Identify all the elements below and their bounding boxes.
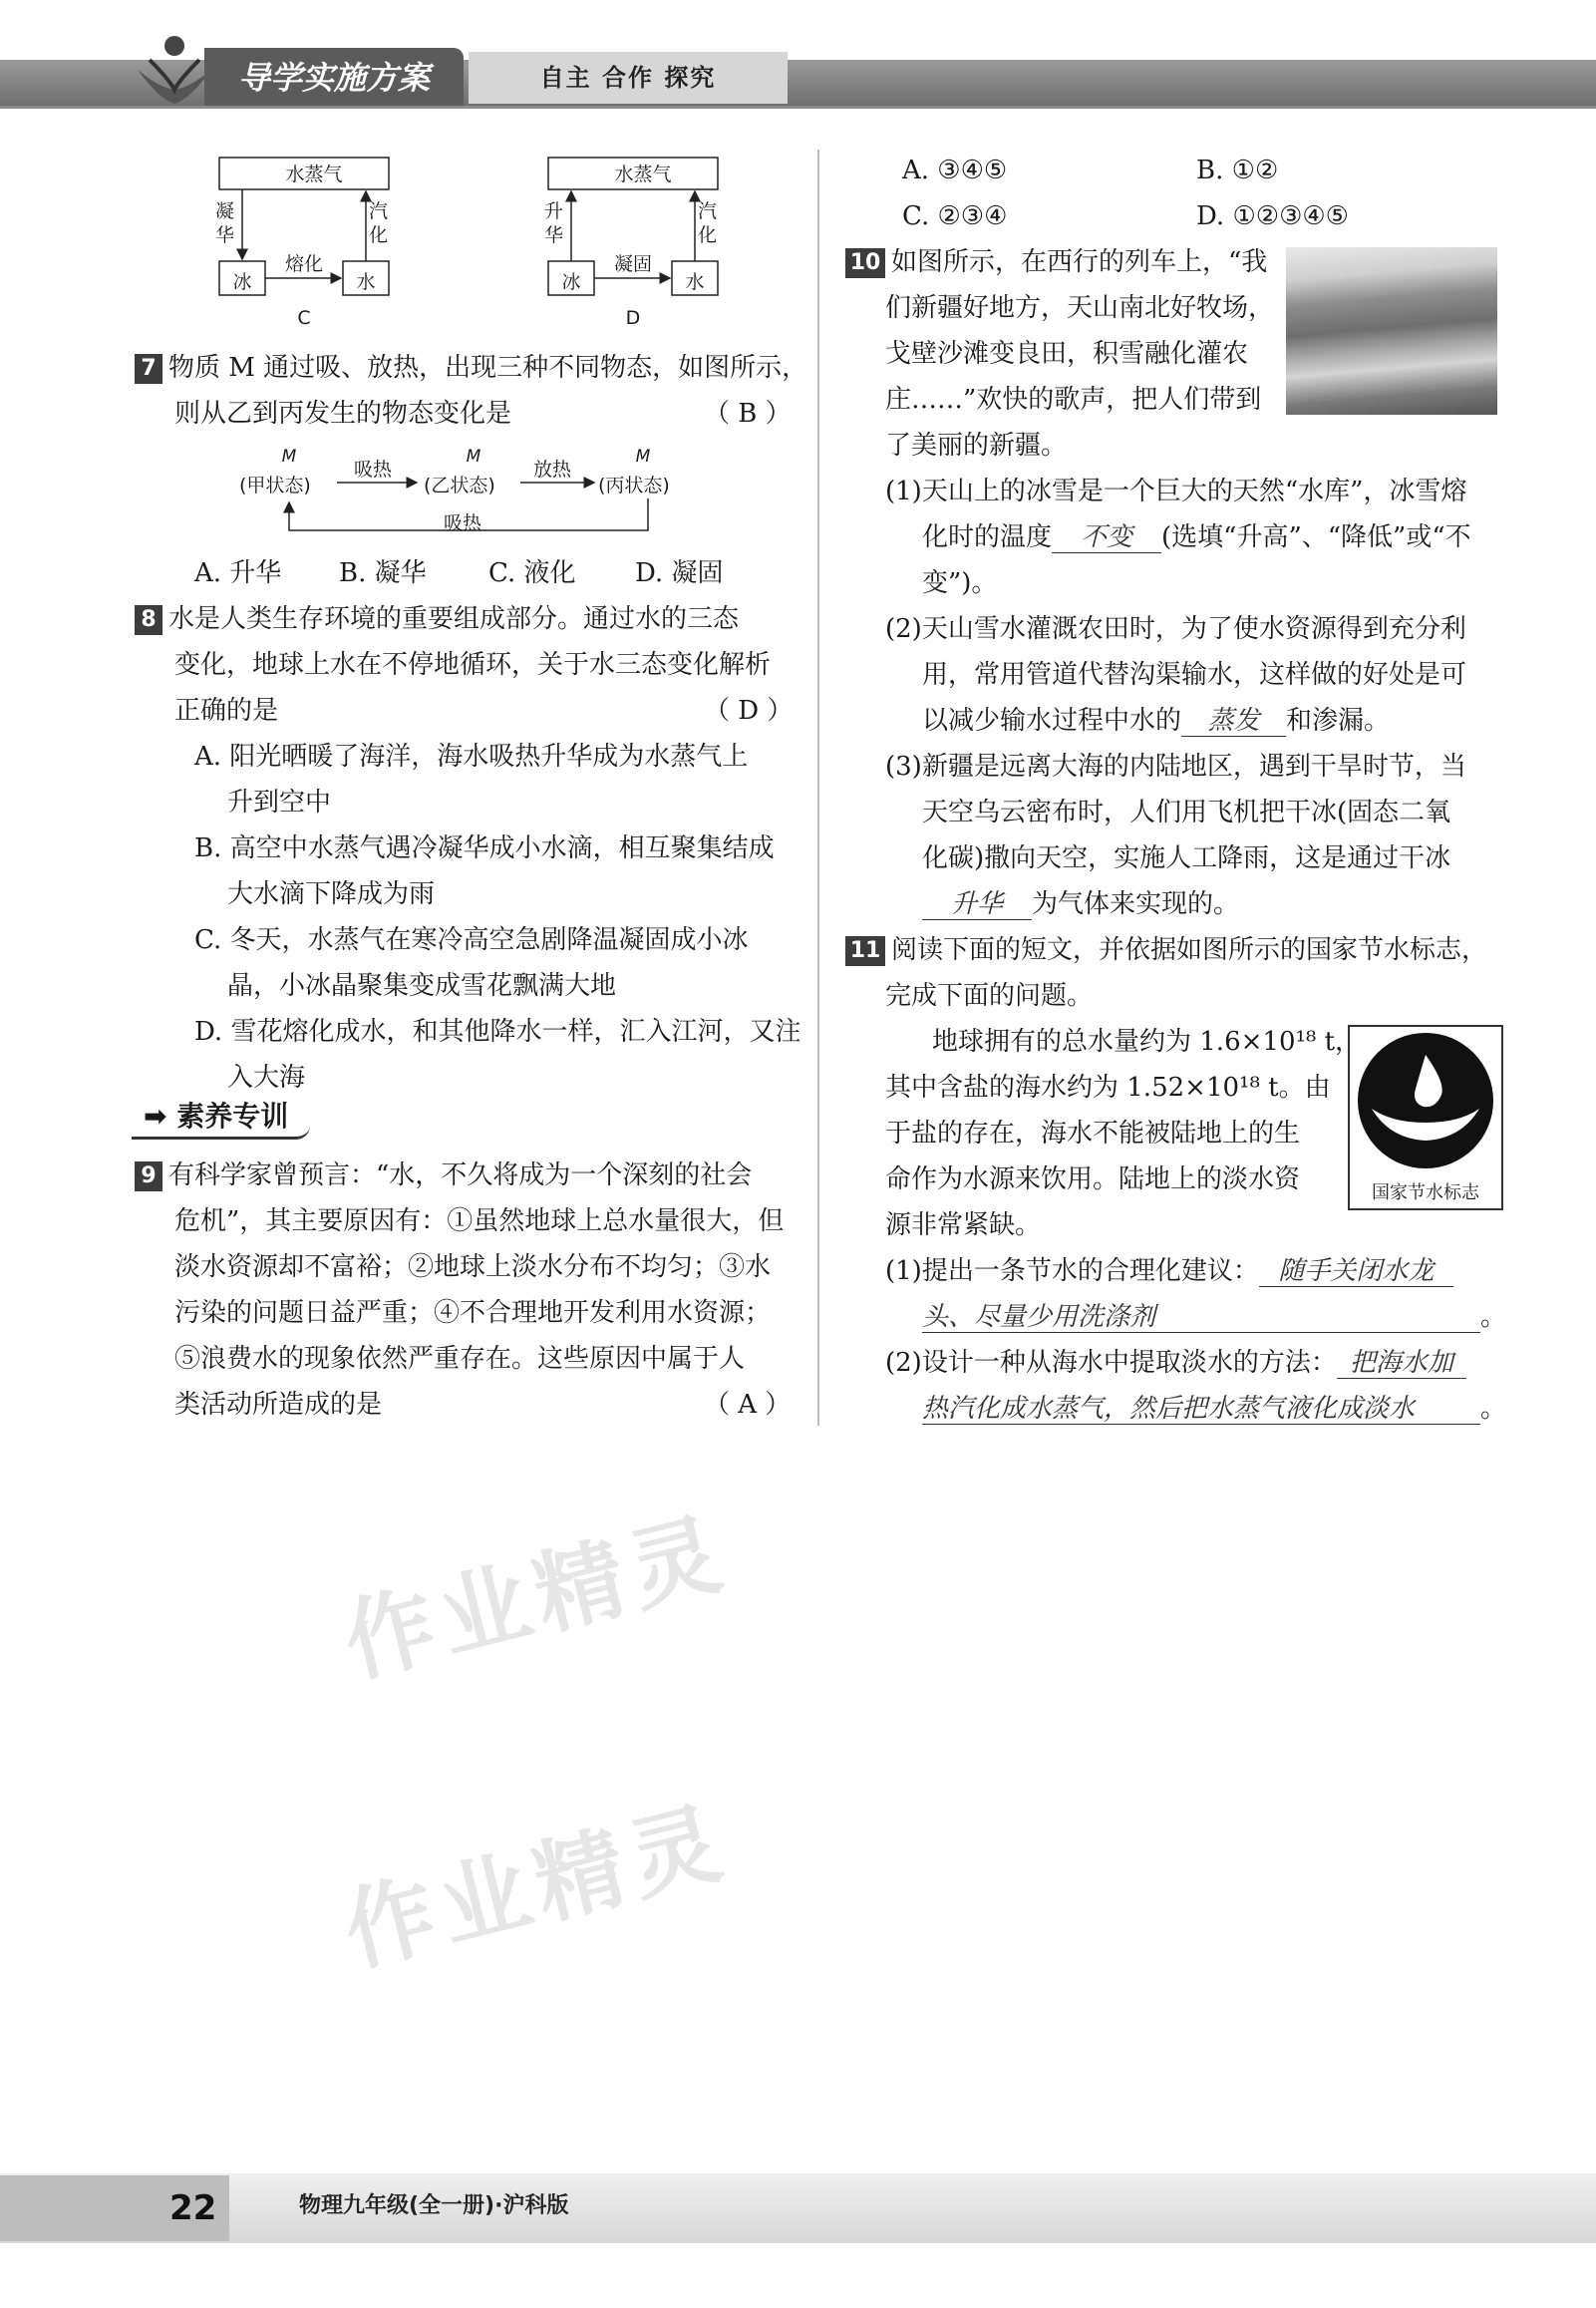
diagram-d-right-arrow: 汽化 [698, 200, 718, 246]
q7-number: 7 [135, 354, 162, 384]
q11-passage-2: 其中含盐的海水约为 1.52×10¹⁸ t。由 [885, 1073, 1331, 1103]
header-subtitle: 自主 合作 探究 [469, 52, 788, 104]
diagram-c-caption: C [297, 307, 311, 329]
watermark: 作业精灵 [334, 1789, 739, 1986]
q11-line-1: 11 阅读下面的短文，并依据如图所示的国家节水标志， [845, 927, 1487, 973]
q8-option-d-2: 入大海 [227, 1063, 306, 1093]
q8-option-b-2: 大水滴下降成为雨 [227, 879, 436, 909]
header-rule [0, 106, 1596, 109]
q10-line-1: 10 如图所示，在西行的列车上，“我 [845, 239, 1267, 285]
q7-state-1: (甲状态) [239, 475, 311, 496]
diagram-d-middle-arrow: 凝固 [613, 253, 652, 275]
q8-option-c-2: 晶，小冰晶聚集变成雪花飘满大地 [227, 971, 617, 1001]
diagram-c-right: 水 [356, 271, 376, 293]
q10-p3-line-2: 天空乌云密布时，人们用飞机把干冰(固态二氧 [922, 798, 1451, 827]
hand-pointer-icon: ➡ [144, 1100, 167, 1133]
q8-line-1: 8 水是人类生存环境的重要组成部分。通过水的三态 [135, 596, 739, 642]
diagram-d-right: 水 [685, 271, 705, 293]
q11-p2-line-1: (2)设计一种从海水中提取淡水的方法： 把海水加 [885, 1340, 1466, 1386]
q8-option-a-1: A. 阳光晒暖了海洋，海水吸热升华成为水蒸气上 [194, 742, 749, 772]
q7-line-1: 7 物质 M 通过吸、放热，出现三种不同物态，如图所示， [135, 345, 807, 391]
q10-p3-line-1: (3)新疆是远离大海的内陆地区，遇到干旱时节，当 [885, 752, 1466, 782]
q9-line-1: 9 有科学家曾预言：“水，不久将成为一个深刻的社会 [135, 1153, 752, 1198]
q11-p1-line-2: 头、尽量少用洗涤剂 。 [922, 1302, 1507, 1332]
q8-line-3: 正确的是 [174, 696, 279, 726]
q7-option-a: A. 升华 [194, 558, 282, 588]
q11-passage-3: 于盐的存在，海水不能被陆地上的生 [885, 1119, 1301, 1149]
q7-arrow-2: 放热 [533, 459, 572, 481]
q11-number: 11 [845, 936, 885, 966]
diagram-c-left-arrow: 凝华 [215, 200, 235, 246]
q7-option-d: D. 凝固 [635, 558, 724, 588]
q7-m1: M [281, 447, 297, 467]
diagram-d-left: 冰 [561, 271, 581, 293]
q10-p1-line-3: 变”)。 [922, 568, 998, 598]
q10-p1-answer: 不变 [1052, 522, 1161, 553]
q10-line-3: 戈壁沙滩变良田，积雪融化灌农 [885, 339, 1249, 369]
q8-line-2: 变化，地球上水在不停地循环，关于水三态变化解析 [174, 650, 772, 680]
column-divider [817, 150, 819, 1426]
q10-p2-answer: 蒸发 [1181, 706, 1286, 737]
q9-line-4: 污染的问题日益严重；④不合理地开发利用水资源； [174, 1298, 772, 1328]
q10-p2-line-2: 用，常用管道代替沟渠输水，这样做的好处是可 [922, 660, 1467, 690]
q10-p2-line-1: (2)天山雪水灌溉农田时，为了使水资源得到充分利 [885, 614, 1466, 644]
q11-passage-4: 命作为水源来饮用。陆地上的淡水资 [885, 1164, 1301, 1194]
q11-p2-answer-1: 把海水加 [1337, 1348, 1466, 1379]
q11-p1-answer-2: 头、尽量少用洗涤剂 [922, 1302, 1480, 1333]
book-title: 物理九年级(全一册)·沪科版 [299, 2193, 569, 2218]
q8-answer: （ D ） [704, 696, 794, 726]
q9-line-5: ⑤浪费水的现象依然严重存在。这些原因中属于人 [174, 1344, 746, 1374]
q10-p1-line-1: (1)天山上的冰雪是一个巨大的天然“水库”，冰雪熔 [885, 477, 1467, 506]
q11-passage-5: 源非常紧缺。 [885, 1210, 1042, 1240]
q7-arrow-1: 吸热 [354, 459, 393, 481]
watermark: 作业精灵 [334, 1499, 739, 1697]
q10-line-2: 们新疆好地方，天山南北好牧场， [885, 293, 1275, 323]
section-title: 素养专训 [176, 1100, 289, 1133]
q9-option-d: D. ①②③④⑤ [1196, 201, 1349, 231]
section-header [132, 1097, 310, 1141]
diagram-c-middle-arrow: 熔化 [284, 253, 323, 275]
logo-caption: 国家节水标志 [1372, 1182, 1479, 1203]
q7-m2: M [466, 447, 481, 467]
q11-passage-1: 地球拥有的总水量约为 1.6×10¹⁸ t， [932, 1027, 1362, 1057]
diagram-c-right-arrow: 汽化 [369, 200, 389, 246]
q10-p3-answer: 升华 [922, 889, 1032, 920]
q10-line-4: 庄……”欢快的歌声，把人们带到 [885, 385, 1262, 415]
q9-option-a: A. ③④⑤ [902, 156, 1008, 185]
q8-number: 8 [135, 605, 162, 635]
water-saving-logo-icon [1350, 1027, 1501, 1174]
q8-option-a-2: 升到空中 [227, 788, 332, 818]
q7-line-2: 则从乙到丙发生的物态变化是 [174, 399, 512, 429]
q9-option-b: B. ①② [1196, 156, 1279, 185]
q11-line-2: 完成下面的问题。 [885, 981, 1094, 1011]
diagram-c-left: 冰 [232, 271, 252, 293]
q11-p1-line-1: (1)提出一条节水的合理化建议： 随手关闭水龙 [885, 1248, 1453, 1294]
q11-p2-line-2: 热汽化成水蒸气，然后把水蒸气液化成淡水 。 [922, 1394, 1507, 1424]
q9-option-c: C. ②③④ [902, 201, 1008, 231]
diagram-d-top: 水蒸气 [614, 164, 672, 185]
footer-band [0, 2173, 1596, 2243]
q7-state-3: (丙状态) [598, 475, 670, 496]
q10-number: 10 [845, 248, 885, 278]
q7-option-c: C. 液化 [488, 558, 576, 588]
q7-arrow-3: 吸热 [444, 512, 482, 534]
q8-option-c-1: C. 冬天，水蒸气在寒冷高空急剧降温凝固成小冰 [194, 925, 749, 955]
q7-option-b: B. 凝华 [339, 558, 427, 588]
page-number: 22 [0, 2175, 229, 2241]
q9-line-2: 危机”，其主要原因有：①虽然地球上总水量很大，但 [174, 1206, 785, 1236]
tianshan-photo [1286, 247, 1497, 415]
q10-p3-line-4: 升华 为气体来实现的。 [922, 881, 1239, 927]
q9-number: 9 [135, 1161, 162, 1191]
q9-line-3: 淡水资源却不富裕；②地球上淡水分布不均匀；③水 [174, 1252, 772, 1282]
q10-p2-line-3: 以减少输水过程中水的 蒸发 和渗漏。 [922, 706, 1391, 736]
q9-answer: （ A ） [704, 1390, 792, 1420]
q7-state-2: (乙状态) [424, 475, 495, 496]
q11-p2-answer-2: 热汽化成水蒸气，然后把水蒸气液化成淡水 [922, 1394, 1480, 1425]
q8-option-b-1: B. 高空中水蒸气遇冷凝华成小水滴，相互聚集结成 [194, 833, 775, 863]
header-title: 导学实施方案 [204, 48, 464, 108]
diagram-c-top: 水蒸气 [285, 164, 343, 185]
q10-p1-line-2: 化时的温度 不变 (选填“升高”、“降低”或“不 [922, 522, 1471, 552]
q7-answer: （ B ） [704, 399, 792, 429]
q7-m3: M [635, 447, 651, 467]
q9-line-6: 类活动所造成的是 [174, 1390, 383, 1420]
diagram-d-caption: D [625, 307, 641, 329]
q8-option-d-1: D. 雪花熔化成水，和其他降水一样，汇入江河，又注 [194, 1017, 801, 1047]
q10-line-5: 了美丽的新疆。 [885, 431, 1068, 461]
q10-p3-line-3: 化碳)撒向天空，实施人工降雨，这是通过干冰 [922, 843, 1451, 873]
q11-p1-answer-1: 随手关闭水龙 [1259, 1256, 1453, 1287]
diagram-d-left-arrow: 升华 [544, 200, 564, 246]
water-saving-logo-box [1348, 1025, 1503, 1210]
